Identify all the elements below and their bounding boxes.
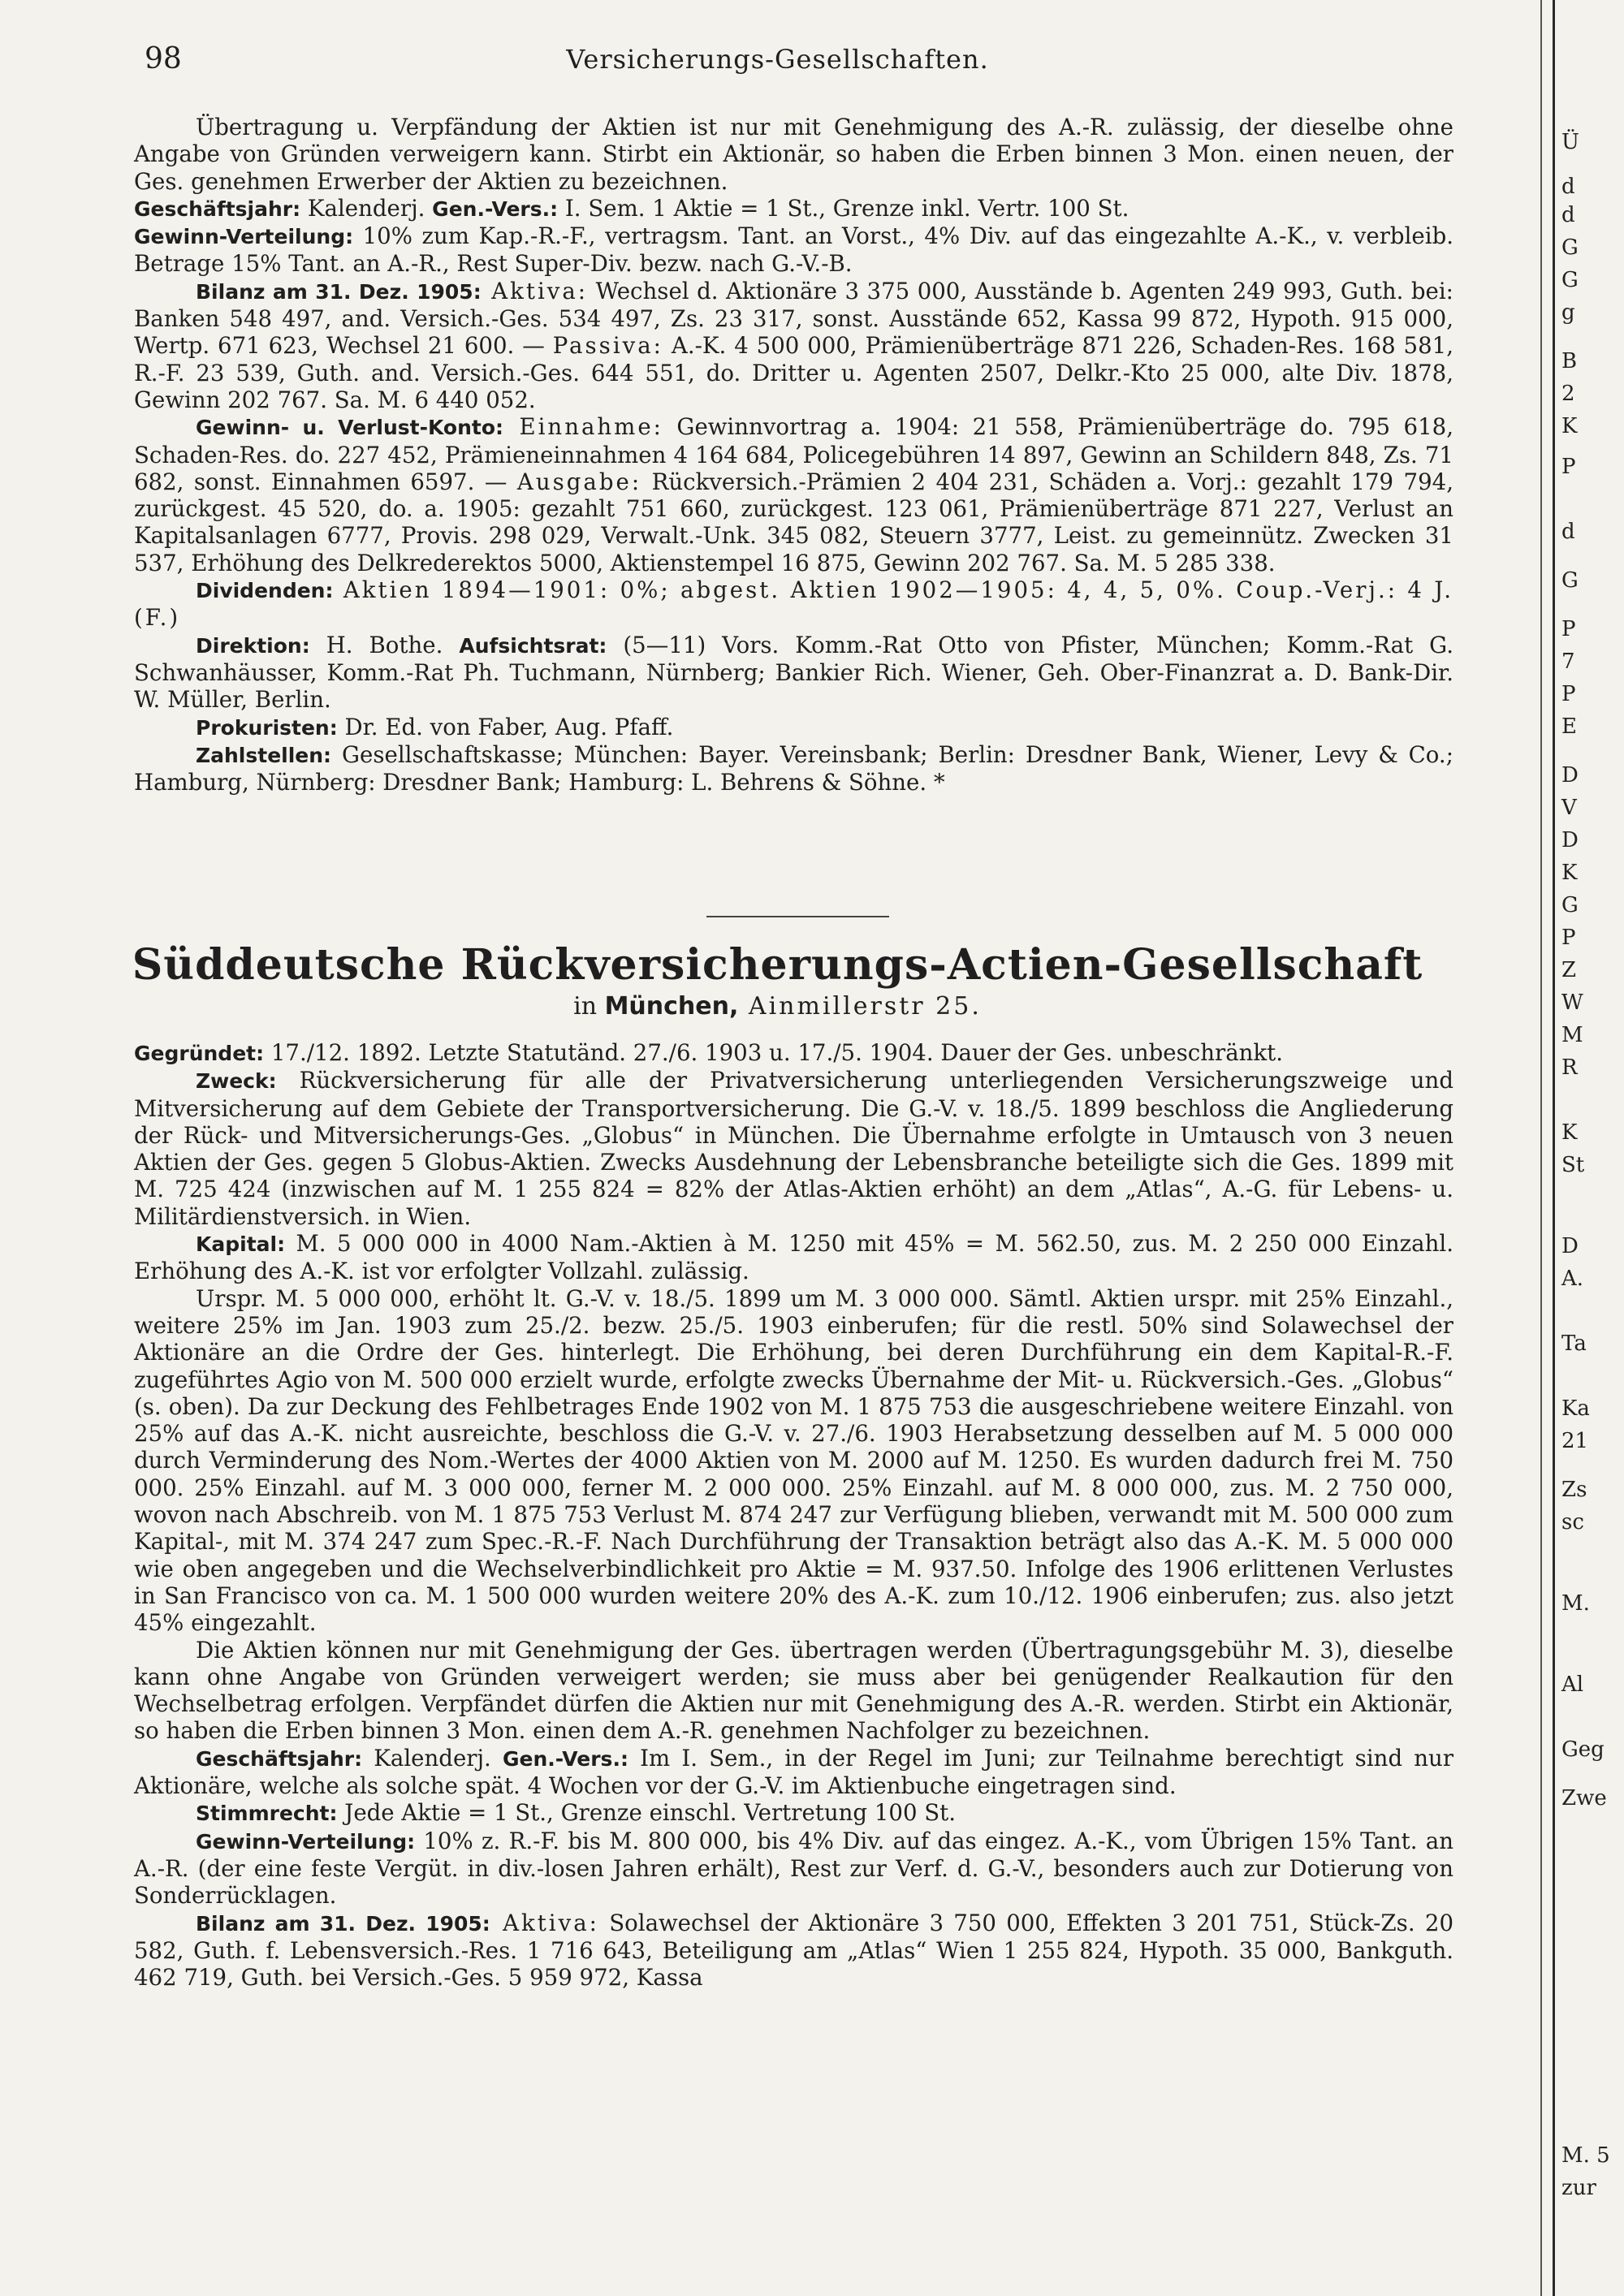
label-guv: Gewinn- u. Verlust-Konto: xyxy=(196,416,504,440)
paragraph-gewinn-verteilung-2: Gewinn-Verteilung: 10% z. R.-F. bis M. 800 000, bis 4% Div. auf das eingez. A.-K., vom Übrigen 15% Tant. an A.-R. (der eine feste Vergüt. in div.-losen Jahren erhält), Rest zur Verf. d. G.-V., besonders auch zur Dotierung von Sonderrücklagen. xyxy=(134,1827,1453,1910)
label-gegruendet: Gegründet: xyxy=(134,1042,265,1065)
label-geschaeftsjahr-2: Geschäftsjahr: xyxy=(196,1746,363,1771)
adjacent-page-fragment: Al xyxy=(1561,1672,1584,1697)
adjacent-page-fragment: 21 xyxy=(1561,1429,1589,1453)
adjacent-page-fragment: Zs xyxy=(1561,1478,1587,1502)
paragraph-direktion: Direktion: H. Bothe. Aufsichtsrat: (5—11) Vors. Komm.-Rat Otto von Pfister, München; Komm.-Rat G. Schwanhäusser, Komm.-Rat Ph. Tuchmann, Nürnberg; Bankier Rich. Wiener, Geh. Ober-Finanzrat a. D. Bank-Dir. W. Müller, Berlin. xyxy=(134,631,1453,714)
adjacent-page-fragment: M. xyxy=(1561,1591,1590,1616)
paragraph-dividenden: Dividenden: Aktien 1894—1901: 0%; abgest. Aktien 1902—1905: 4, 4, 5, 0%. Coup.-Verj.: 4 J. (F.) xyxy=(134,576,1453,632)
adjacent-page-strip xyxy=(1555,0,1624,2296)
page-number: 98 xyxy=(145,42,182,76)
paragraph-stimmrecht: Stimmrecht: Jede Aktie = 1 St., Grenze einschl. Vertretung 100 St. xyxy=(196,1799,957,1827)
label-stimmrecht: Stimmrecht: xyxy=(196,1802,338,1826)
adjacent-page-fragment: D xyxy=(1561,1234,1579,1258)
adjacent-page-fragment: G xyxy=(1561,893,1579,917)
adjacent-page-fragment: Ta xyxy=(1561,1331,1587,1356)
paragraph-bilanz-2: Bilanz am 31. Dez. 1905: Aktiva: Solawechsel der Aktionäre 3 750 000, Effekten 3 201 751, Stück-Zs. 20 582, Guth. f. Lebensversich.-Res. 1 716 643, Beteiligung am „Atlas“ Wien 1 255 824, Hypoth. 35 000, Bankguth. 462 719, Guth. bei Versich.-Ges. 5 959 972, Kassa xyxy=(134,1909,1453,1992)
paragraph-aktien-uebertragung: Die Aktien können nur mit Genehmigung der Ges. übertragen werden (Übertragungsgebühr M. 3), dieselbe kann ohne Angabe von Gründen verweigert werden; sie muss aber bei genügender Realkaution für den Wechselbetrag erfolgen. Verpfändet dürfen die Aktien nur mit Genehmigung des A.-R. werden. Stirbt ein Aktionär, so haben die Erben binnen 3 Mon. einen dem A.-R. genehmen Nachfolger zu bezeichnen. xyxy=(134,1636,1453,1745)
adjacent-page-fragment: M xyxy=(1561,1023,1583,1047)
label-zweck: Zweck: xyxy=(196,1069,277,1094)
paragraph-gewinn-verteilung: Gewinn-Verteilung: 10% zum Kap.-R.-F., vertragsm. Tant. an Vorst., 4% Div. auf das eingezahlte A.-K., v. verbleib. Betrage 15% Tant. an A.-R., Rest Super-Div. bezw. nach G.-V.-B. xyxy=(134,222,1453,278)
paragraph-geschaeftsjahr-2: Geschäftsjahr: Kalenderj. Gen.-Vers.: Im I. Sem., in der Regel im Juni; zur Teilnahme berechtigt sind nur Aktionäre, welche als solche spät. 4 Wochen vor der G.-V. im Aktienbuche eingetragen sind. xyxy=(134,1744,1454,1800)
paragraph-bilanz: Bilanz am 31. Dez. 1905: Aktiva: Wechsel d. Aktionäre 3 375 000, Ausstände b. Agenten 249 993, Guth. bei: Banken 548 497, and. Versich.-Ges. 534 497, Zs. 23 317, sonst. Ausstände 652, Kassa 99 872, Hypoth. 915 000, Wertp. 671 623, Wechsel 21 600. — Passiva: A.-K. 4 500 000, Prämienüberträge 871 226, Schaden-Res. 168 581, R.-F. 23 539, Guth. and. Versich.-Ges. 644 551, do. Dritter u. Agenten 2507, Delkr.-Kto 25 000, alte Div. 1878, Gewinn 202 767. Sa. M. 6 440 052. xyxy=(134,277,1453,413)
label-gen-vers: Gen.-Vers.: xyxy=(432,196,559,221)
adjacent-page-fragment: K xyxy=(1561,414,1578,438)
adjacent-page-fragment: Ka xyxy=(1561,1396,1590,1421)
section-divider xyxy=(706,916,889,917)
adjacent-page-fragment: d xyxy=(1561,175,1575,199)
adjacent-page-fragment: P xyxy=(1561,455,1576,479)
adjacent-page-fragment: zur xyxy=(1561,2176,1596,2200)
adjacent-page-fragment: G xyxy=(1561,268,1579,292)
adjacent-page-fragment: A. xyxy=(1561,1267,1584,1291)
adjacent-page-fragment: 7 xyxy=(1561,650,1575,674)
paragraph-kapital: Kapital: M. 5 000 000 in 4000 Nam.-Aktien à M. 1250 mit 45% = M. 562.50, zus. M. 2 250 000 Einzahl. Erhöhung des A.-K. ist vor erfolgter Vollzahl. zulässig. xyxy=(134,1230,1453,1285)
paragraph-gewinn-verlust: Gewinn- u. Verlust-Konto: Einnahme: Gewinnvortrag a. 1904: 21 558, Prämienüberträge do. 795 618, Schaden-Res. do. 227 452, Prämieneinnahmen 4 164 684, Policegebühren 14 897, Gewinn an Schildern 848, Zs. 71 682, sonst. Einnahmen 6597. — Ausgabe: Rückversich.-Prämien 2 404 231, Schäden a. Vorj.: gezahlt 179 794, zurückgest. 45 520, do. a. 1905: gezahlt 751 660, zurückgest. 123 061, Prämienüberträge 871 227, Verlust an Kapitalsanlagen 6777, Provis. 298 029, Verwalt.-Unk. 345 082, Steuern 3777, Leist. zu gemeinnütz. Zwecken 31 537, Erhöhung des Delkrederektos 5000, Aktienstempel 16 875, Gewinn 202 767. Sa. M. 5 285 338. xyxy=(134,413,1453,576)
adjacent-page-fragment: V xyxy=(1561,796,1577,820)
adjacent-page-fragment: sc xyxy=(1561,1510,1584,1534)
adjacent-page-fragment: G xyxy=(1561,568,1579,593)
adjacent-page-fragment: D xyxy=(1561,763,1579,788)
label-aufsichtsrat: Aufsichtsrat: xyxy=(459,633,607,658)
running-title: Versicherungs-Gesellschaften. xyxy=(566,44,989,75)
adjacent-page-fragment: B xyxy=(1561,349,1578,373)
adjacent-page-fragment: P xyxy=(1561,617,1576,641)
adjacent-page-fragment: K xyxy=(1561,1120,1578,1145)
adjacent-page-fragment: R xyxy=(1561,1055,1578,1080)
adjacent-page-fragment: G xyxy=(1561,235,1579,260)
label-dividenden: Dividenden: xyxy=(196,579,334,603)
label-gen-vers-2: Gen.-Vers.: xyxy=(502,1746,628,1771)
adjacent-page-fragment: Ü xyxy=(1561,130,1579,154)
paragraph-urspr: Urspr. M. 5 000 000, erhöht lt. G.-V. v. 18./5. 1899 um M. 3 000 000. Sämtl. Aktien urspr. mit 25% Einzahl., weitere 25% im Jan. 1903 zum 25./2. bezw. 25./5. 1903 einberufen; für die restl. 50% sind Solawechsel der Aktionäre an die Ordre der Ges. hinterlegt. Die Erhöhung, bei deren Durchführung ein dem Kapital-R.-F. zugeführtes Agio von M. 500 000 erzielt wurde, erfolgte zwecks Übernahme der Mit- u. Rückversich.-Ges. „Globus“ (s. oben). Da zur Deckung des Fehlbetrages Ende 1902 von M. 1 875 753 die ausgeschriebene weitere Einzahl. von 25% auf das A.-K. nicht ausreichte, beschloss die G.-V. v. 27./6. 1903 Herabsetzung desselben auf M. 5 000 000 durch Verminderung des Nom.-Wertes der 4000 Aktien von M. 2000 auf M. 1250. Es wurden dadurch frei M. 750 000. 25% Einzahl. auf M. 3 000 000, ferner M. 2 000 000. 25% Einzahl. auf M. 8 000 000, zus. M. 2 750 000, wovon nach Abschreib. von M. 1 875 753 Verlust M. 874 247 zur Verfügung blieben, verwandt mit M. 500 000 zum Kapital-, mit M. 374 247 zum Spec.-R.-F. Nach Durchführung der Transaktion beträgt also das A.-K. M. 5 000 000 wie oben angegeben und die Wechselverbindlichkeit pro Aktie = M. 937.50. Infolge des 1906 erlittenen Verlustes in San Francisco von ca. M. 1 500 000 wurden weitere 20% des A.-K. zum 10./12. 1906 einberufen; zus. also jetzt 45% eingezahlt. xyxy=(134,1284,1453,1637)
company-heading: Süddeutsche Rückversicherungs-Actien-Gesellschaft xyxy=(132,940,1423,990)
adjacent-page-fragment: Geg xyxy=(1561,1737,1605,1762)
entry-previous-company xyxy=(134,114,1453,796)
paragraph-gegruendet: Gegründet: 17./12. 1892. Letzte Statutänd. 27./6. 1903 u. 17./5. 1904. Dauer der Ges. unbeschränkt. xyxy=(134,1039,1283,1066)
adjacent-page-fragment: M. 5 xyxy=(1561,2143,1610,2168)
page-gutter-line xyxy=(1540,0,1542,2296)
label-prokuristen: Prokuristen: xyxy=(196,715,338,740)
adjacent-page-fragment: g xyxy=(1561,300,1575,325)
paragraph-zweck: Zweck: Rückversicherung für alle der Privatversicherung unterliegenden Versicherungszweige und Mitversicherung auf dem Gebiete der Transportversicherung. Die G.-V. v. 18./5. 1899 beschloss die Angliederung der Rück- und Mitversicherungs-Ges. „Globus“ in München. Die Übernahme erfolgte in Umtausch von 3 neuen Aktien der Ges. gegen 5 Globus-Aktien. Zwecks Ausdehnung der Lebensbranche beteiligte sich die Ges. 1899 mit M. 725 424 (inzwischen auf M. 1 255 824 = 82% der Atlas-Aktien erhöht) an dem „Atlas“, A.-G. für Lebens- u. Militärdienstversich. in Wien. xyxy=(134,1067,1453,1230)
adjacent-page-fragment: Zwe xyxy=(1561,1786,1607,1810)
label-gewinn-verteilung-2: Gewinn-Verteilung: xyxy=(196,1829,416,1854)
label-gewinn-verteilung: Gewinn-Verteilung: xyxy=(134,225,354,249)
adjacent-page-fragment: P xyxy=(1561,682,1576,706)
adjacent-page-fragment: D xyxy=(1561,828,1579,852)
adjacent-page-fragment: E xyxy=(1561,714,1577,739)
paragraph-prokuristen: Prokuristen: Dr. Ed. von Faber, Aug. Pfaff. xyxy=(196,713,674,740)
paragraph-zahlstellen: Zahlstellen: Gesellschaftskasse; München: Bayer. Vereinsbank; Berlin: Dresdner Bank, Wiener, Levy & Co.; Hamburg, Nürnberg: Dresdner Bank; Hamburg: L. Behrens & Söhne. * xyxy=(134,740,1453,796)
company-location: in München, Ainmillerstr 25. xyxy=(573,992,982,1021)
adjacent-page-fragment: 2 xyxy=(1561,382,1575,406)
label-bilanz: Bilanz am 31. Dez. 1905: xyxy=(196,279,482,304)
adjacent-page-fragment: d xyxy=(1561,520,1575,544)
label-geschaeftsjahr: Geschäftsjahr: xyxy=(134,196,301,221)
adjacent-page-fragment: W xyxy=(1561,990,1583,1015)
label-bilanz-2: Bilanz am 31. Dez. 1905: xyxy=(196,1911,490,1936)
entry-sueddeutsche-rueckversicherung xyxy=(134,1039,1453,1991)
adjacent-page-fragment: Z xyxy=(1561,958,1577,982)
label-zahlstellen: Zahlstellen: xyxy=(196,743,332,767)
label-direktion: Direktion: xyxy=(196,633,310,658)
label-kapital: Kapital: xyxy=(196,1232,286,1257)
paragraph-uebertragung: Übertragung u. Verpfändung der Aktien ist nur mit Genehmigung des A.-R. zulässig, der dieselbe ohne Angabe von Gründen verweigern kann. Stirbt ein Aktionär, so haben die Erben binnen 3 Mon. einen neuen, der Ges. genehmen Erwerber der Aktien zu bezeichnen. xyxy=(134,114,1453,195)
adjacent-page-fragment: d xyxy=(1561,203,1575,227)
adjacent-page-fragment: P xyxy=(1561,926,1576,950)
paragraph-geschaeftsjahr: Geschäftsjahr: Kalenderj. Gen.-Vers.: I. Sem. 1 Aktie = 1 St., Grenze inkl. Vertr. 100 St. xyxy=(134,194,1129,222)
adjacent-page-fragment: K xyxy=(1561,861,1578,885)
adjacent-page-fragment: St xyxy=(1561,1153,1585,1177)
